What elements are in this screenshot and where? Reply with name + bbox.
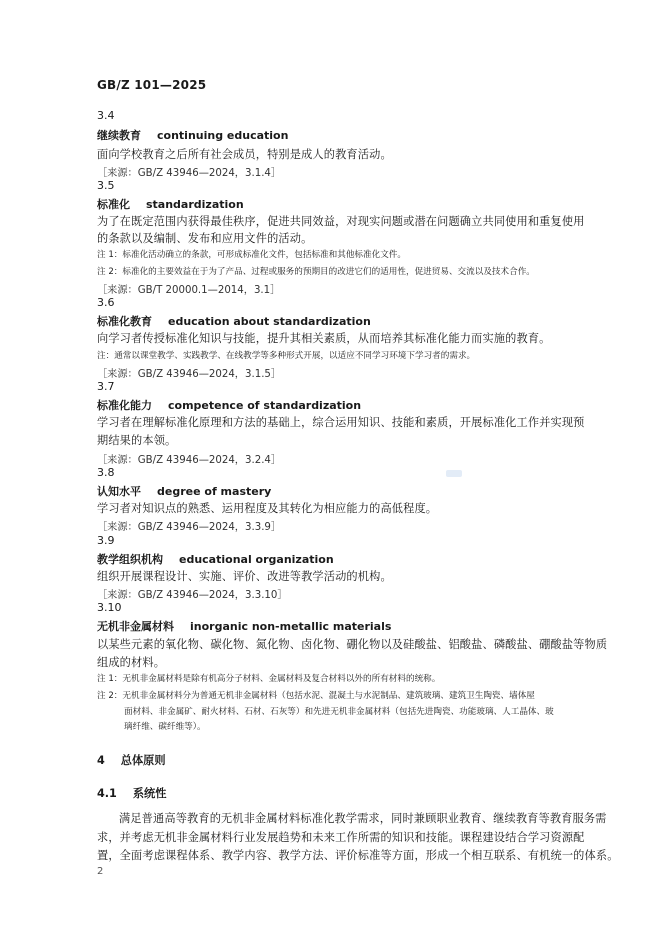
term-number: 3.5 [97,179,115,192]
subsection-title: 系统性 [132,787,167,800]
term-definition: 组织开展课程设计、实施、评价、改进等教学活动的机构。 [97,570,392,583]
term-title [97,127,288,143]
term-source: ［来源：GB/Z 43946—2024，3.1.5］ [97,369,282,380]
term-title [97,618,391,634]
term-zh: 无机非金属材料 [97,620,174,633]
term-definition: 以某些元素的氧化物、碳化物、氮化物、卤化物、硼化物以及硅酸盐、铝酸盐、磷酸盐、硼酸盐等物质 [97,638,608,651]
term-note-continued: 面材料、非金属矿、耐火材料、石材、石灰等）和先进无机非金属材料（包括先进陶瓷、功能玻璃、人工晶体、玻 [124,707,554,717]
subsection-number: 4.1 [97,787,117,800]
term-number: 3.7 [97,380,115,393]
term-note: 注 2：无机非金属材料分为普通无机非金属材料（包括水泥、混凝土与水泥制品、建筑玻璃、建筑卫生陶瓷、墙体屋 [97,691,535,701]
term-title [97,397,361,413]
term-definition: 期结果的本领。 [97,434,177,447]
section-heading [97,752,166,768]
page-number: 2 [97,866,104,877]
term-source: ［来源：GB/Z 43946—2024，3.3.10］ [97,590,288,601]
term-definition: 为了在既定范围内获得最佳秩序，促进共同效益，对现实问题或潜在问题确立共同使用和重复使用 [97,215,585,228]
body-paragraph-line: 满足普通高等教育的无机非金属材料标准化教学需求，同时兼顾职业教育、继续教育等教育服务需 [119,812,607,825]
term-title [97,196,244,212]
term-definition: 组成的材料。 [97,656,166,669]
term-en: continuing education [157,129,289,142]
term-title [97,483,271,499]
section-number: 4 [97,754,105,767]
term-title [97,551,334,567]
term-en: educational organization [179,553,334,566]
term-definition: 面向学校教育之后所有社会成员，特别是成人的教育活动。 [97,148,392,161]
term-note: 注 2：标准化的主要效益在于为了产品、过程或服务的预期目的改进它们的适用性，促进贸易、交流以及技术合作。 [97,267,535,277]
term-en: inorganic non-metallic materials [190,620,392,633]
watermark-mark [446,470,462,477]
term-number: 3.8 [97,466,115,479]
term-title [97,313,371,329]
body-paragraph-line: 求，并考虑无机非金属材料行业发展趋势和未来工作所需的知识和技能。课程建设结合学习资源配 [97,831,585,844]
term-zh: 标准化 [97,198,130,211]
term-en: education about standardization [168,315,371,328]
term-note: 注 1：标准化活动确立的条款，可形成标准化文件，包括标准和其他标准化文件。 [97,250,406,260]
term-en: standardization [146,198,244,211]
body-paragraph-line: 置，全面考虑课程体系、教学内容、教学方法、评价标准等方面，形成一个相互联系、有机统一的体系。 [97,849,619,862]
term-source: ［来源：GB/Z 43946—2024，3.2.4］ [97,455,282,466]
term-definition: 的条款以及编制、发布和应用文件的活动。 [97,232,313,245]
term-note-continued: 璃纤维、碳纤维等）。 [124,722,206,732]
document-code-header: GB/Z 101—2025 [97,78,207,92]
term-definition: 学习者对知识点的熟悉、运用程度及其转化为相应能力的高低程度。 [97,502,438,515]
term-number: 3.10 [97,601,122,614]
term-number: 3.4 [97,109,115,122]
term-number: 3.9 [97,534,115,547]
term-zh: 继续教育 [97,129,141,142]
subsection-heading [97,785,166,801]
term-zh: 认知水平 [97,485,141,498]
term-en: competence of standardization [168,399,362,412]
term-source: ［来源：GB/T 20000.1—2014，3.1］ [97,285,281,296]
term-source: ［来源：GB/Z 43946—2024，3.3.9］ [97,522,282,533]
term-number: 3.6 [97,296,115,309]
term-zh: 标准化能力 [97,399,152,412]
term-note: 注 1：无机非金属材料是除有机高分子材料、金属材料及复合材料以外的所有材料的统称。 [97,674,441,684]
term-en: degree of mastery [157,485,272,498]
term-note: 注：通常以课堂教学、实践教学、在线教学等多种形式开展，以适应不同学习环境下学习者的需求。 [97,351,476,361]
term-zh: 教学组织机构 [97,553,163,566]
term-zh: 标准化教育 [97,315,152,328]
term-definition: 学习者在理解标准化原理和方法的基础上，综合运用知识、技能和素质，开展标准化工作并实现预 [97,416,585,429]
term-source: ［来源：GB/Z 43946—2024，3.1.4］ [97,168,282,179]
term-definition: 向学习者传授标准化知识与技能，提升其相关素质，从而培养其标准化能力而实施的教育。 [97,332,551,345]
section-title: 总体原则 [120,754,166,767]
